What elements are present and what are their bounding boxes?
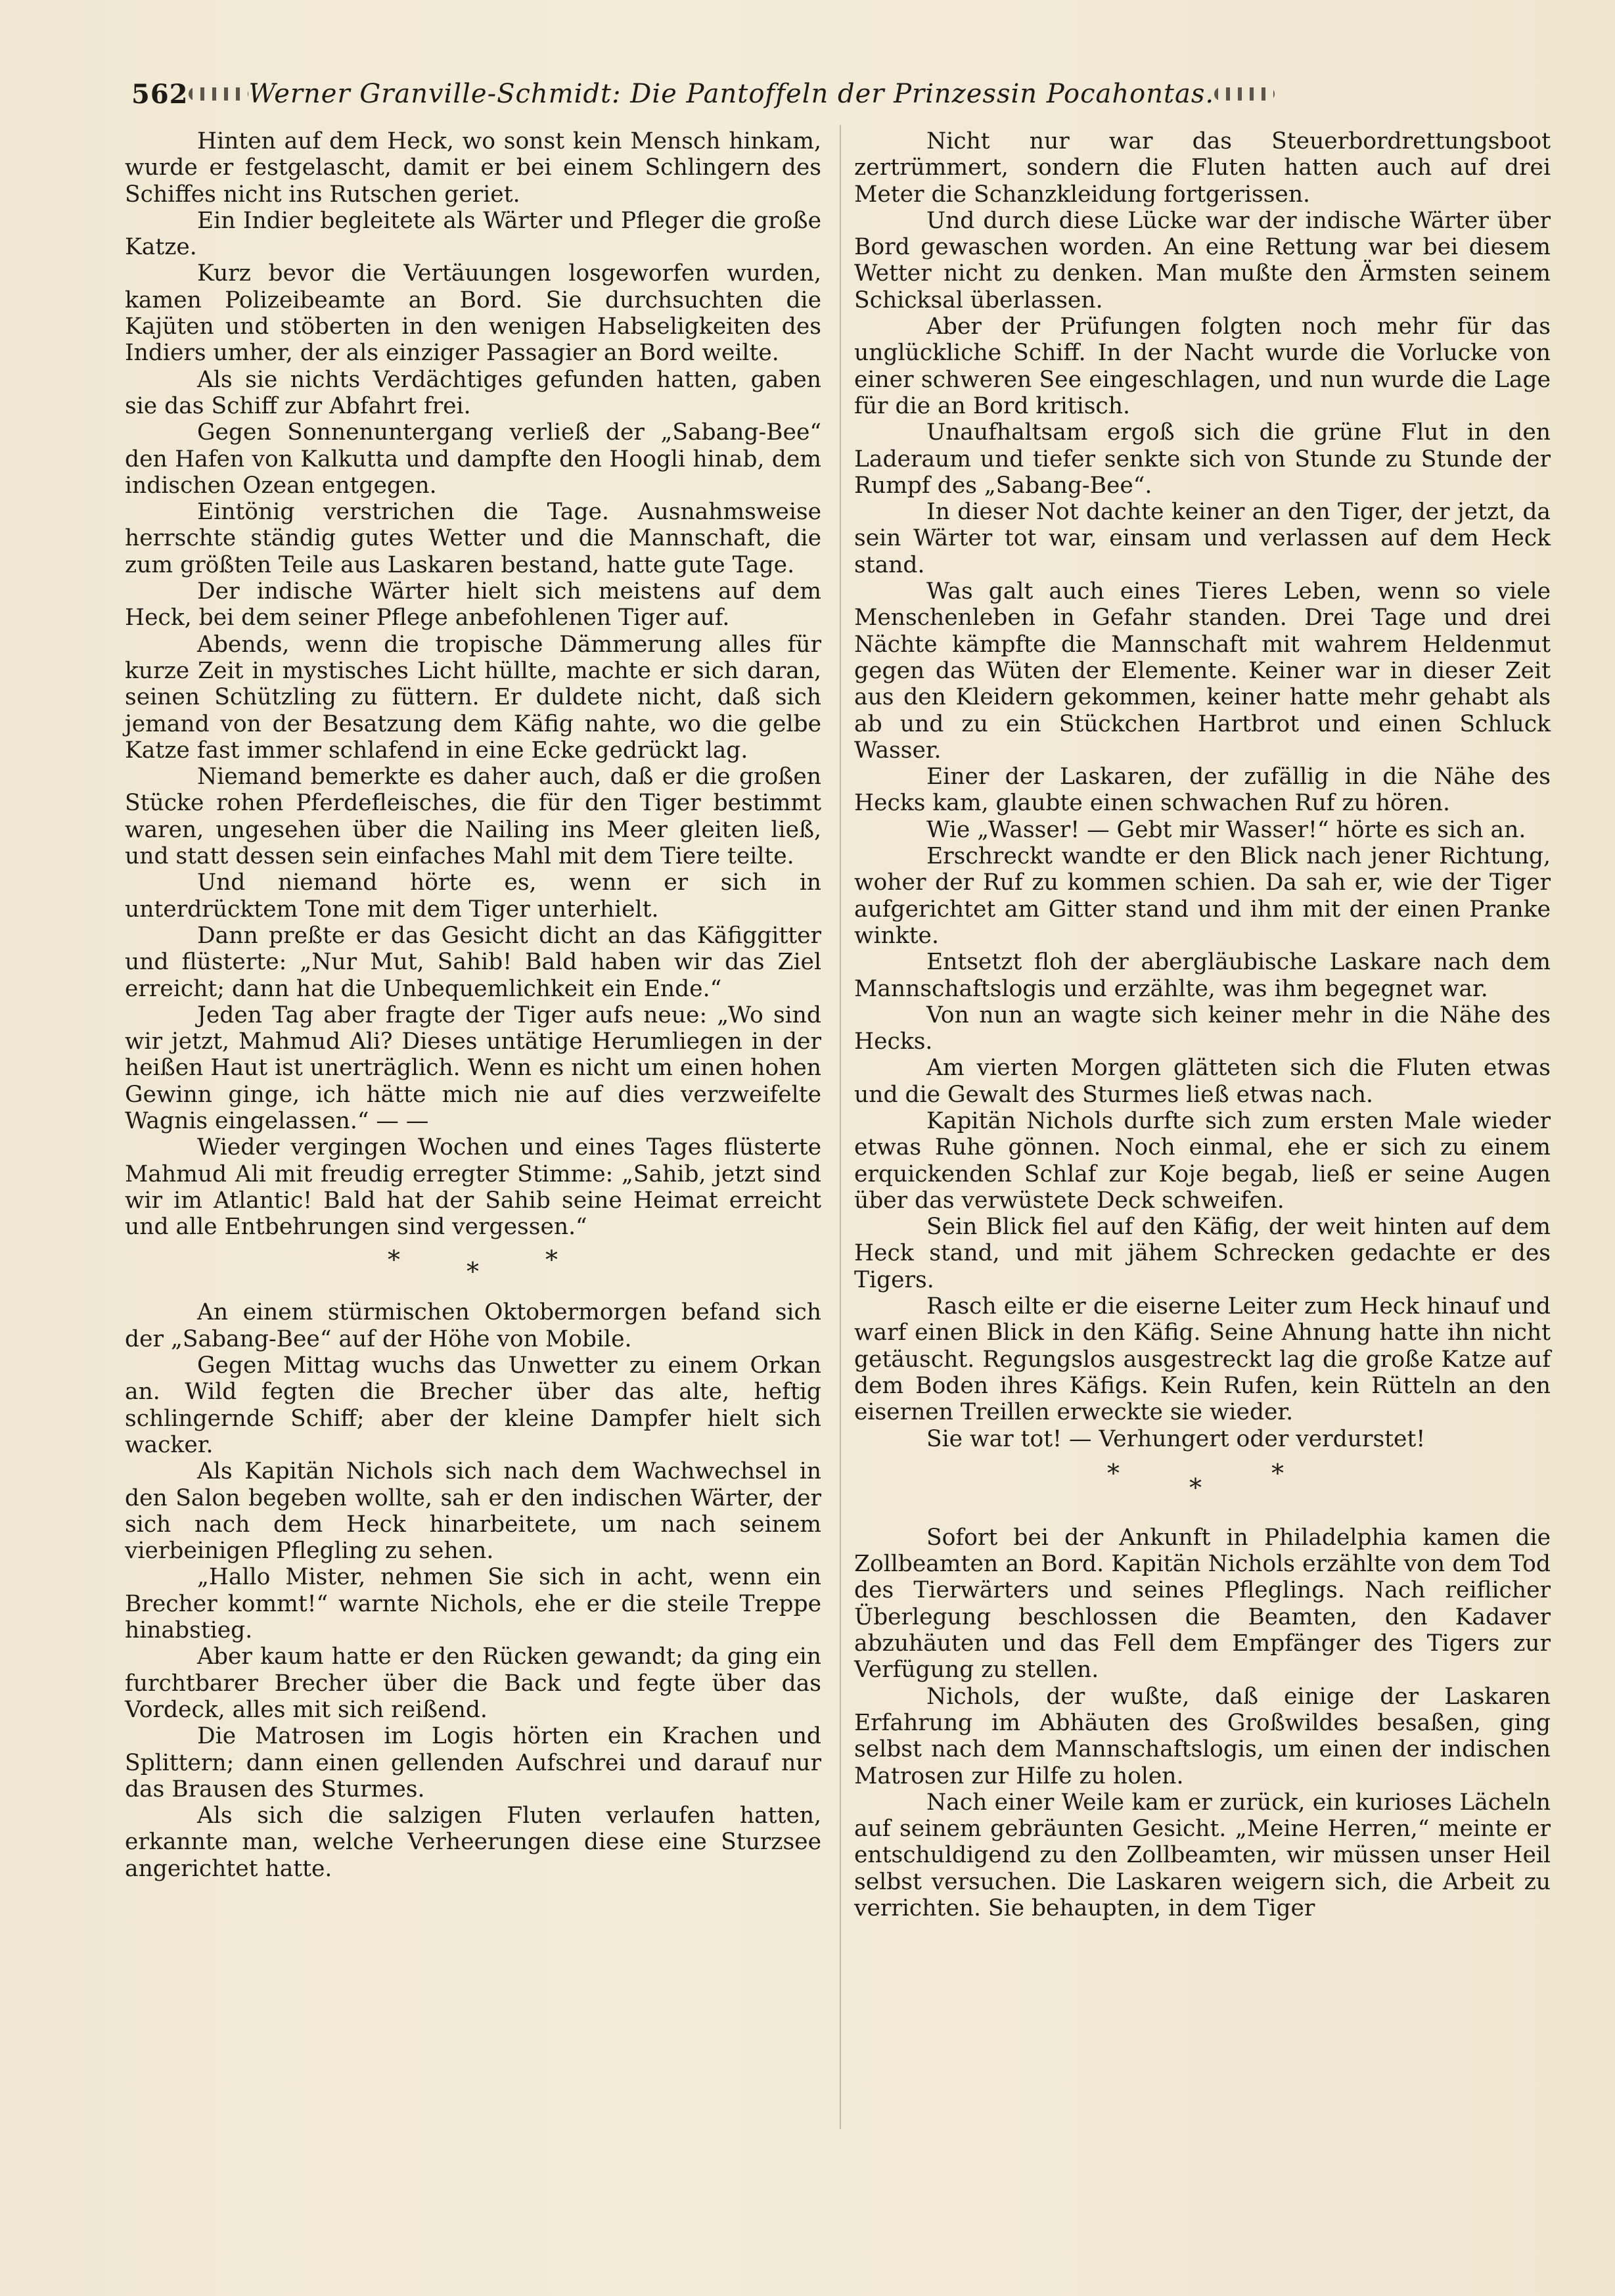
paragraph: Ein Indier begleitete als Wärter und Pfleger die große Katze. bbox=[125, 207, 821, 261]
paragraph: Eintönig verstrichen die Tage. Ausnahmsweise herrschte ständig gutes Wetter und die Mannschaft, die zum größten Teile aus Laskaren bestand, hatte gute Tage. bbox=[125, 499, 821, 578]
star: * bbox=[466, 1257, 479, 1287]
paragraph: Aber der Prüfungen folgten noch mehr für das unglückliche Schiff. In der Nacht wurde die Vorlucke von einer schweren See eingeschlagen, und nun wurde die Lage für die an Bord kritisch. bbox=[854, 313, 1551, 419]
paragraph: Kapitän Nichols durfte sich zum ersten Male wieder etwas Ruhe gönnen. Noch einmal, ehe er sich zu einem erquickenden Schlaf zur Koje begab, ließ er seine Augen über das verwüstete Deck schweifen. bbox=[854, 1107, 1551, 1214]
paragraph: Und niemand hörte es, wenn er sich in unterdrücktem Tone mit dem Tiger unterhielt. bbox=[125, 869, 821, 923]
section-break-stars bbox=[854, 1452, 1551, 1525]
paragraph: Als sich die salzigen Fluten verlaufen hatten, erkannte man, welche Verheerungen diese eine Sturzsee angerichtet hatte. bbox=[125, 1802, 821, 1882]
paragraph: Und durch diese Lücke war der indische Wärter über Bord gewaschen worden. An eine Rettung war bei diesem Wetter nicht zu denken. Man mußte den Ärmsten seinem Schicksal überlassen. bbox=[854, 207, 1551, 313]
paragraph: Von nun an wagte sich keiner mehr in die Nähe des Hecks. bbox=[854, 1001, 1551, 1055]
star: * bbox=[1189, 1473, 1202, 1502]
paragraph: Am vierten Morgen glätteten sich die Fluten etwas und die Gewalt des Sturmes ließ etwas nach. bbox=[854, 1055, 1551, 1108]
paragraph: Entsetzt floh der abergläubische Laskare nach dem Mannschaftslogis und erzählte, was ihm begegnet war. bbox=[854, 949, 1551, 1002]
paragraph: Als sie nichts Verdächtiges gefunden hatten, gaben sie das Schiff zur Abfahrt frei. bbox=[125, 366, 821, 419]
paragraph: Nichols, der wußte, daß einige der Laskaren Erfahrung im Abhäuten des Großwildes besaßen, ging selbst nach dem Mannschaftslogis, um einen der indischen Matrosen zur Hilfe zu holen. bbox=[854, 1683, 1551, 1789]
paragraph: An einem stürmischen Oktobermorgen befand sich der „Sabang-Bee“ auf der Höhe von Mobile. bbox=[125, 1299, 821, 1352]
paragraph: Rasch eilte er die eiserne Leiter zum Heck hinauf und warf einen Blick in den Käfig. Seine Ahnung hatte ihn nicht getäuscht. Regungslos ausgestreckt lag die große Katze auf dem Boden ihres Käfigs. Kein Rufen, kein Rütteln an den eisernen Treillen erweckte sie wieder. bbox=[854, 1293, 1551, 1426]
paragraph: Gegen Sonnenuntergang verließ der „Sabang-Bee“ den Hafen von Kalkutta und dampfte den Hoogli hinab, dem indischen Ozean entgegen. bbox=[125, 419, 821, 499]
column-divider bbox=[840, 125, 841, 2129]
paragraph: Dann preßte er das Gesicht dicht an das Käfiggitter und flüsterte: „Nur Mut, Sahib! Bald haben wir das Ziel erreicht; dann hat die Unbequemlichkeit ein Ende.“ bbox=[125, 922, 821, 1002]
paragraph: Sein Blick fiel auf den Käfig, der weit hinten auf dem Heck stand, und mit jähem Schrecken gedachte er des Tigers. bbox=[854, 1214, 1551, 1293]
paragraph: Sofort bei der Ankunft in Philadelphia kamen die Zollbeamten an Bord. Kapitän Nichols erzählte von dem Tod des Tierwärters und seines Pfleglings. Nach reiflicher Überlegung beschlossen die Beamten, den Kadaver abzuhäuten und das Fell dem Empfänger des Tigers zur Verfügung zu stellen. bbox=[854, 1524, 1551, 1684]
star: * bbox=[1271, 1458, 1284, 1488]
star: * bbox=[388, 1245, 400, 1275]
paragraph: Aber kaum hatte er den Rücken gewandt; da ging ein furchtbarer Brecher über die Back und fegte über das Vordeck, alles mit sich reißend. bbox=[125, 1643, 821, 1723]
paragraph: Jeden Tag aber fragte der Tiger aufs neue: „Wo sind wir jetzt, Mahmud Ali? Dieses untätige Herumliegen in der heißen Haut ist unerträglich. Wenn es nicht um einen hohen Gewinn ginge, ich hätte mich nie auf dies verzweifelte Wagnis eingelassen.“ — — bbox=[125, 1001, 821, 1134]
paragraph: Unaufhaltsam ergoß sich die grüne Flut in den Laderaum und tiefer senkte sich von Stunde zu Stunde der Rumpf des „Sabang-Bee“. bbox=[854, 419, 1551, 499]
running-title: Werner Granville-Schmidt: Die Pantoffeln der Prinzessin Pocahontas. bbox=[248, 79, 1215, 109]
star: * bbox=[1107, 1458, 1120, 1488]
paragraph: „Hallo Mister, nehmen Sie sich in acht, wenn ein Brecher kommt!“ warnte Nichols, ehe er die steile Treppe hinabstieg. bbox=[125, 1564, 821, 1644]
star: * bbox=[545, 1245, 558, 1275]
paragraph: Abends, wenn die tropische Dämmerung alles für kurze Zeit in mystisches Licht hüllte, machte er sich daran, seinen Schützling zu füttern. Er duldete nicht, daß sich jemand von der Besatzung dem Käfig nahte, wo die gelbe Katze fast immer schlafend in eine Ecke gedrückt lag. bbox=[125, 631, 821, 764]
paragraph: In dieser Not dachte keiner an den Tiger, der jetzt, da sein Wärter tot war, einsam und verlassen auf dem Heck stand. bbox=[854, 499, 1551, 578]
paragraph: Kurz bevor die Vertäuungen losgeworfen wurden, kamen Polizeibeamte an Bord. Sie durchsuchten die Kajüten und stöberten in den wenigen Habseligkeiten des Indiers umher, der als einziger Passagier an Bord weilte. bbox=[125, 260, 821, 367]
paragraph: Sie war tot! — Verhungert oder verdurstet! bbox=[926, 1425, 1426, 1452]
paragraph: Niemand bemerkte es daher auch, daß er die großen Stücke rohen Pferdefleisches, die für den Tiger bestimmt waren, ungesehen über die Nailing ins Meer gleiten ließ, und statt dessen sein einfaches Mahl mit dem Tiere teilte. bbox=[125, 764, 821, 870]
left-column bbox=[125, 128, 821, 1882]
paragraph: Einer der Laskaren, der zufällig in die Nähe des Hecks kam, glaubte einen schwachen Ruf zu hören. bbox=[854, 764, 1551, 817]
page-number: 562 bbox=[131, 78, 189, 110]
paragraph: Wieder vergingen Wochen und eines Tages flüsterte Mahmud Ali mit freudig erregter Stimme: „Sahib, jetzt sind wir im Atlantic! Bald hat der Sahib seine Heimat erreicht und alle Entbehrungen sind vergessen.“ bbox=[125, 1134, 821, 1241]
paragraph: Nicht nur war das Steuerbordrettungsboot zertrümmert, sondern die Fluten hatten auch auf drei Meter die Schanzkleidung fortgerissen. bbox=[854, 128, 1551, 208]
right-column bbox=[854, 128, 1551, 1921]
paragraph: Hinten auf dem Heck, wo sonst kein Mensch hinkam, wurde er festgelascht, damit er bei einem Schlingern des Schiffes nicht ins Rutschen geriet. bbox=[125, 128, 821, 208]
paragraph: Die Matrosen im Logis hörten ein Krachen und Splittern; dann einen gellenden Aufschrei und darauf nur das Brausen des Sturmes. bbox=[125, 1723, 821, 1802]
paragraph: Der indische Wärter hielt sich meistens auf dem Heck, bei dem seiner Pflege anbefohlenen Tiger auf. bbox=[125, 578, 821, 631]
header-ornament-right bbox=[1214, 87, 1275, 101]
paragraph: Nach einer Weile kam er zurück, ein kurioses Lächeln auf seinem gebräunten Gesicht. „Meine Herren,“ meinte er entschuldigend zu den Zollbeamten, wir müssen unser Heil selbst versuchen. Die Laskaren weigern sich, die Arbeit zu verrichten. Sie behaupten, in dem Tiger bbox=[854, 1789, 1551, 1921]
section-break-stars bbox=[125, 1240, 821, 1299]
header-ornament-left bbox=[189, 87, 249, 101]
paragraph: Was galt auch eines Tieres Leben, wenn so viele Menschenleben in Gefahr standen. Drei Tage und drei Nächte kämpfte die Mannschaft mit wahrem Heldenmut gegen das Wüten der Elemente. Keiner war in dieser Zeit aus den Kleidern gekommen, keiner hatte mehr gehabt als ab und zu ein Stückchen Hartbrot und einen Schluck Wasser. bbox=[854, 578, 1551, 764]
paragraph: Erschreckt wandte er den Blick nach jener Richtung, woher der Ruf zu kommen schien. Da sah er, wie der Tiger aufgerichtet am Gitter stand und ihm mit der einen Pranke winkte. bbox=[854, 843, 1551, 949]
paragraph: Als Kapitän Nichols sich nach dem Wachwechsel in den Salon begeben wollte, sah er den indischen Wärter, der sich nach dem Heck hinarbeitete, um nach seinem vierbeinigen Pflegling zu sehen. bbox=[125, 1458, 821, 1565]
paragraph: Wie „Wasser! — Gebt mir Wasser!“ hörte es sich an. bbox=[926, 816, 1526, 843]
paragraph: Gegen Mittag wuchs das Unwetter zu einem Orkan an. Wild fegten die Brecher über das alte, heftig schlingernde Schiff; aber der kleine Dampfer hielt sich wacker. bbox=[125, 1352, 821, 1458]
page-header bbox=[131, 71, 1275, 117]
